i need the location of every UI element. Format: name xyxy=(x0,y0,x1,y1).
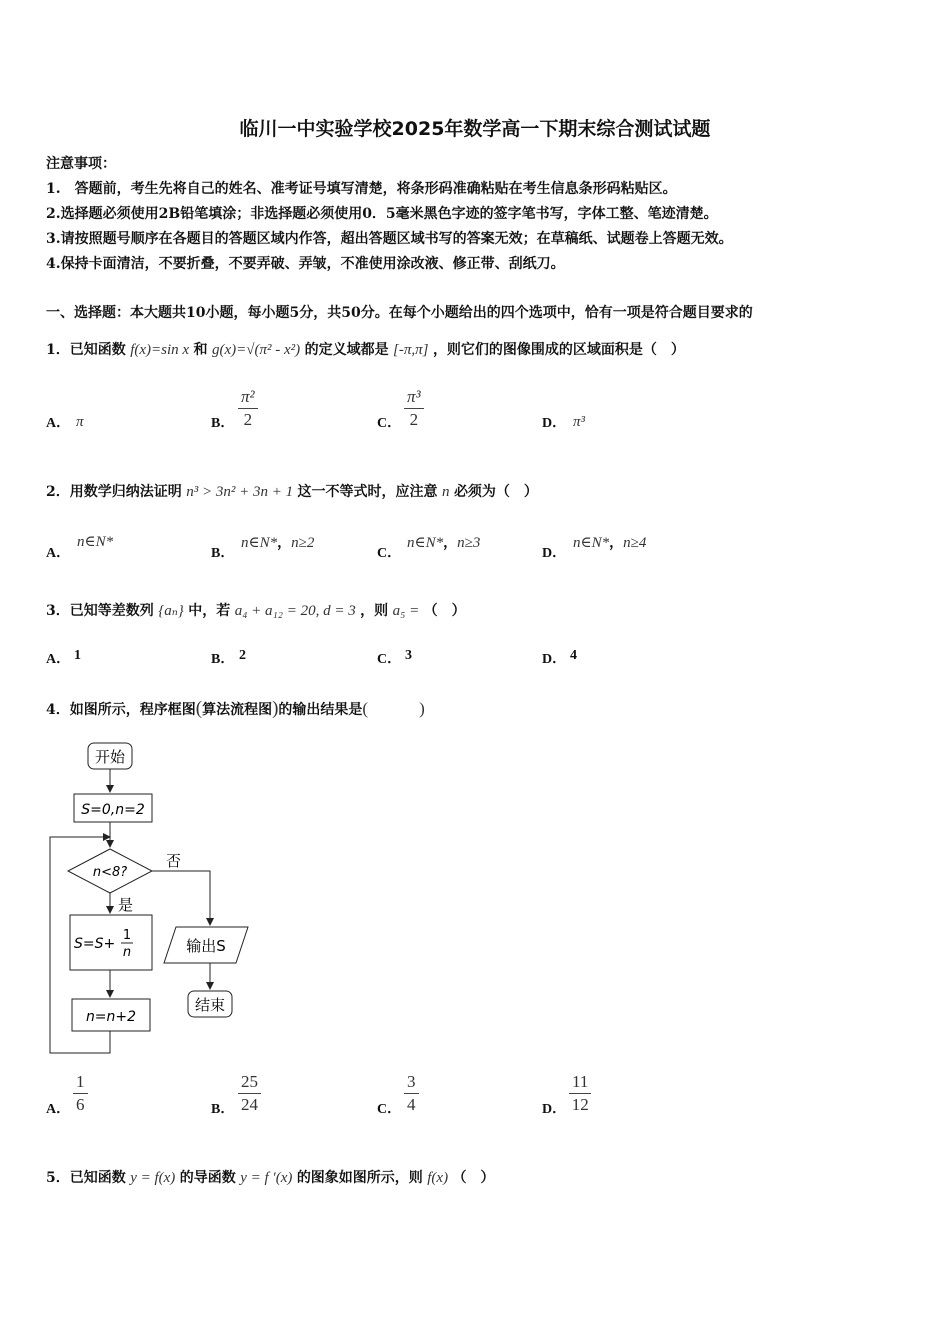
q2-d2: n≥4 xyxy=(623,535,647,551)
q1-text2: 的定义域都是 xyxy=(304,342,389,358)
q3-label-c: C． xyxy=(377,652,402,667)
q2-text: 2．用数学归纳法证明 xyxy=(46,484,182,500)
q1-b-num: π² xyxy=(238,386,258,409)
q2-text3: 必须为（ ） xyxy=(453,484,538,500)
q4-text2: 算法流程图 xyxy=(202,702,273,718)
q4-paren-open: ( xyxy=(195,698,203,719)
q1-text: 1．已知函数 xyxy=(46,342,126,358)
q1-label-b: B． xyxy=(211,416,235,431)
q2-option-c xyxy=(407,532,480,552)
flow-cond-text: n<8? xyxy=(92,865,128,880)
flow-no-label: 否 xyxy=(166,852,182,870)
q3-sequence: {aₙ} xyxy=(158,603,184,619)
q2-c2: n≥3 xyxy=(457,535,481,551)
q1-c-den: 2 xyxy=(409,410,419,429)
q3-text3: ，则 xyxy=(360,603,389,619)
flowchart xyxy=(40,735,270,1065)
q4-text3: 的输出结果是 xyxy=(278,702,363,718)
q4-a-num: 1 xyxy=(73,1071,88,1094)
flow-start-text: 开始 xyxy=(94,748,126,766)
q4-blank: ( ) xyxy=(362,699,425,718)
q2-label-c: C． xyxy=(377,546,402,561)
flow-yes-label: 是 xyxy=(118,896,134,914)
q3-label-b: B． xyxy=(211,652,235,667)
q4-c-den: 4 xyxy=(407,1095,416,1114)
q5-fprime: y = f ′(x) xyxy=(240,1170,293,1186)
q5-text3: 的图象如图所示，则 xyxy=(296,1170,423,1186)
flow-inc-text: n=n+2 xyxy=(85,1009,137,1025)
q2-n: n xyxy=(441,484,450,500)
q4-label-d: D． xyxy=(542,1102,567,1117)
question-1 xyxy=(46,339,685,359)
q1-f: f(x)=sin x xyxy=(130,342,190,358)
flow-output-text: 输出S xyxy=(186,937,226,955)
q4-option-b xyxy=(238,1071,261,1116)
q5-f2: f(x) xyxy=(427,1170,449,1186)
q4-option-c xyxy=(404,1071,419,1116)
q1-label-a: A． xyxy=(46,416,71,431)
notice-item: 4.保持卡面清洁，不要折叠，不要弄破、弄皱，不准使用涂改液、修正带、刮纸刀。 xyxy=(46,256,565,272)
q4-option-a xyxy=(73,1071,88,1116)
q1-label-d: D． xyxy=(542,416,567,431)
q2-option-a: n∈N* xyxy=(77,534,114,550)
q2-option-b xyxy=(241,532,314,552)
q2-option-d xyxy=(573,532,646,552)
q2-label-b: B． xyxy=(211,546,235,561)
question-3 xyxy=(46,600,466,620)
flow-assign-den: n xyxy=(122,945,132,960)
question-2 xyxy=(46,481,538,501)
q1-and: 和 xyxy=(193,342,208,358)
q3-text2: 中，若 xyxy=(188,603,231,619)
q1-b-den: 2 xyxy=(243,410,253,429)
q4-label-b: B． xyxy=(211,1102,235,1117)
flow-assign-num: 1 xyxy=(122,928,132,943)
notice-item: 2.选择题必须使用2B铅笔填涂；非选择题必须使用0．5毫米黑色字迹的签字笔书写，字体工整、笔迹清楚。 xyxy=(46,206,718,222)
flow-init-text: S=0,n=2 xyxy=(81,802,145,818)
q1-g: g(x)=√(π² - x²) xyxy=(211,342,301,358)
q1-option-d: π³ xyxy=(573,414,586,430)
q4-text: 4．如图所示，程序框图 xyxy=(46,702,196,718)
q1-c-num: π³ xyxy=(404,386,424,409)
q1-option-b xyxy=(238,386,258,431)
q4-paren-close: ) xyxy=(272,698,279,719)
q3-option-b: 2 xyxy=(239,648,246,663)
notice-heading: 注意事项： xyxy=(46,156,116,172)
q2-label-d: D． xyxy=(542,546,567,561)
q2-d-comma: ， xyxy=(609,535,624,551)
notice-item: 1. 答题前，考生先将自己的姓名、准考证号填写清楚，将条形码准确粘贴在考生信息条形码粘贴区。 xyxy=(46,181,677,197)
q2-b2: n≥2 xyxy=(291,535,315,551)
q5-text: 5．已知函数 xyxy=(46,1170,126,1186)
q2-c-comma: ， xyxy=(443,535,458,551)
q1-option-a: π xyxy=(76,414,84,430)
section-heading: 一、选择题：本大题共10小题，每小题5分，共50分。在每个小题给出的四个选项中，恰有一项是符合题目要求的 xyxy=(46,305,753,321)
q1-text3: ，则它们的图像围成的区域面积是（ ） xyxy=(432,342,685,358)
q3-option-a: 1 xyxy=(74,648,81,663)
q4-b-num: 25 xyxy=(238,1071,261,1094)
q3-label-a: A． xyxy=(46,652,71,667)
q2-label-a: A． xyxy=(46,546,71,561)
q4-d-den: 12 xyxy=(571,1095,589,1114)
q3-option-d: 4 xyxy=(570,648,577,663)
q4-label-a: A． xyxy=(46,1102,71,1117)
q4-label-c: C． xyxy=(377,1102,402,1117)
q5-f: y = f(x) xyxy=(130,1170,176,1186)
page-title: 临川一中实验学校2025年数学高一下期末综合测试试题 xyxy=(239,118,711,140)
q4-d-num: 11 xyxy=(569,1071,591,1094)
q3-option-c: 3 xyxy=(405,648,412,663)
question-4 xyxy=(46,694,425,720)
q2-b-comma: ， xyxy=(277,535,292,551)
q1-domain: [-π,π] xyxy=(393,342,429,358)
q3-a5: a₅ = xyxy=(392,603,420,619)
q2-text2: 这一不等式时，应注意 xyxy=(297,484,438,500)
q1-option-c xyxy=(404,386,424,431)
q1-label-c: C． xyxy=(377,416,402,431)
flow-assign-text: S=S+ xyxy=(74,936,116,952)
q2-inequality: n³ > 3n² + 3n + 1 xyxy=(186,484,294,500)
q4-b-den: 24 xyxy=(241,1095,258,1114)
q3-text4: （ ） xyxy=(423,603,466,619)
q2-b1: n∈N* xyxy=(241,535,278,551)
q3-label-d: D． xyxy=(542,652,567,667)
q4-option-d xyxy=(569,1071,591,1116)
q3-text: 3．已知等差数列 xyxy=(46,603,154,619)
q5-text2: 的导函数 xyxy=(179,1170,236,1186)
q3-condition: a₄ + a₁₂ = 20, d = 3 xyxy=(234,603,356,619)
question-5 xyxy=(46,1167,495,1187)
q5-text4: （ ） xyxy=(452,1170,495,1186)
q4-a-den: 6 xyxy=(76,1095,85,1114)
notice-item: 3.请按照题号顺序在各题目的答题区域内作答，超出答题区域书写的答案无效；在草稿纸、试题卷上答题无效。 xyxy=(46,231,733,247)
q2-d1: n∈N* xyxy=(573,535,610,551)
q2-c1: n∈N* xyxy=(407,535,444,551)
q4-c-num: 3 xyxy=(404,1071,419,1094)
flow-end-text: 结束 xyxy=(194,996,226,1014)
